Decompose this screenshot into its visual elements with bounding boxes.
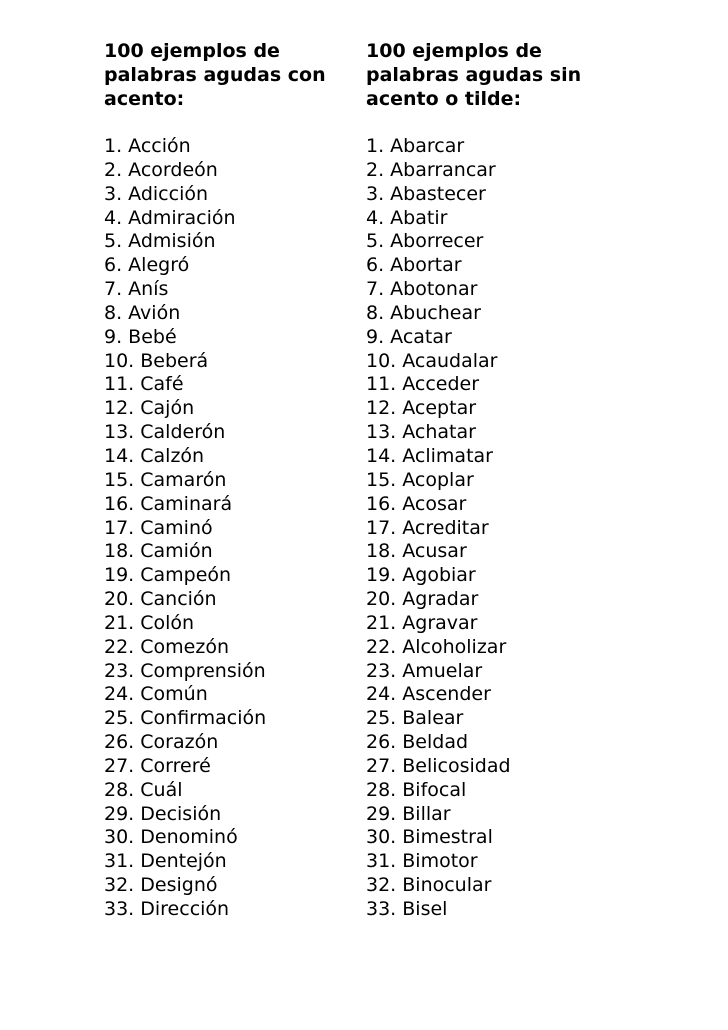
- list-item: 29. Decisión: [104, 802, 222, 825]
- list-item: 25. Balear: [366, 707, 464, 730]
- list-item: 19. Campeón: [104, 564, 232, 587]
- list-item: 27. Correré: [104, 754, 211, 777]
- list-item: 2. Acordeón: [104, 158, 218, 181]
- list-item: 20. Canción: [104, 588, 217, 611]
- list-item: 1. Acción: [104, 135, 191, 157]
- list-item: 8. Abuchear: [366, 301, 481, 324]
- list-item: 16. Caminará: [104, 492, 233, 515]
- list-item: 14. Aclimatar: [366, 444, 493, 467]
- list-item: 22. Comezón: [104, 635, 229, 658]
- list-item: 31. Dentejón: [104, 850, 227, 873]
- list-item: 30. Denominó: [104, 826, 238, 849]
- list-item: 10. Beberá: [104, 349, 209, 372]
- heading-line: 100 ejemplos de: [104, 40, 280, 62]
- list-item: 9. Bebé: [104, 325, 177, 348]
- list-item: 27. Belicosidad: [366, 754, 511, 777]
- list-item: 26. Corazón: [104, 731, 219, 754]
- list-item: 2. Abarrancar: [366, 158, 496, 181]
- list-item: 11. Café: [104, 373, 184, 396]
- list-item: 10. Acaudalar: [366, 349, 498, 372]
- list-item: 17. Acreditar: [366, 516, 489, 539]
- list-item: 11. Acceder: [366, 373, 480, 396]
- list-item: 13. Achatar: [366, 421, 476, 444]
- list-item: 16. Acosar: [366, 492, 467, 515]
- list-item: 23. Amuelar: [366, 659, 483, 682]
- list-item: 26. Beldad: [366, 731, 469, 754]
- column-agudas-con-acento: [104, 39, 354, 922]
- list-item: 12. Cajón: [104, 397, 195, 420]
- heading-line: palabras agudas sin: [366, 64, 582, 86]
- heading-line: 100 ejemplos de: [366, 40, 542, 62]
- list-item: 12. Aceptar: [366, 397, 477, 420]
- list-item: 15. Acoplar: [366, 468, 474, 491]
- list-item: 5. Admisión: [104, 230, 216, 253]
- heading-agudas-con-acento: [104, 39, 354, 135]
- list-item: 4. Abatir: [366, 206, 448, 229]
- list-item: 7. Anís: [104, 278, 169, 301]
- list-item: 8. Avión: [104, 301, 181, 324]
- column-agudas-sin-acento: [366, 39, 616, 922]
- list-item: 28. Cuál: [104, 778, 183, 801]
- heading-line: acento o tilde:: [366, 88, 522, 110]
- heading-agudas-sin-acento: [366, 39, 616, 135]
- list-item: 29. Billar: [366, 802, 451, 825]
- list-item: 5. Aborrecer: [366, 230, 484, 253]
- list-item: 24. Común: [104, 683, 208, 706]
- list-item: 32. Designó: [104, 874, 218, 897]
- word-list-con-acento: [104, 135, 354, 922]
- list-item: 6. Abortar: [366, 254, 462, 277]
- list-item: 13. Calderón: [104, 421, 226, 444]
- list-item: 18. Camión: [104, 540, 213, 563]
- list-item: 19. Agobiar: [366, 564, 476, 587]
- list-item: 30. Bimestral: [366, 826, 493, 849]
- word-list-sin-acento: [366, 135, 616, 922]
- list-item: 1. Abarcar: [366, 135, 465, 157]
- list-item: 31. Bimotor: [366, 850, 478, 873]
- list-item: 15. Camarón: [104, 468, 227, 491]
- list-item: 7. Abotonar: [366, 278, 478, 301]
- heading-line: acento:: [104, 88, 185, 110]
- list-item: 24. Ascender: [366, 683, 491, 706]
- list-item: 25. Confirmación: [104, 707, 267, 730]
- list-item: 4. Admiración: [104, 206, 236, 229]
- list-item: 3. Abastecer: [366, 182, 486, 205]
- list-item: 3. Adicción: [104, 182, 209, 205]
- list-item: 33. Bisel: [366, 898, 448, 920]
- list-item: 20. Agradar: [366, 588, 479, 611]
- list-item: 14. Calzón: [104, 444, 205, 467]
- list-item: 32. Binocular: [366, 874, 492, 897]
- list-item: 21. Colón: [104, 611, 195, 634]
- list-item: 33. Dirección: [104, 898, 230, 920]
- list-item: 23. Comprensión: [104, 659, 266, 682]
- list-item: 28. Bifocal: [366, 778, 467, 801]
- list-item: 22. Alcoholizar: [366, 635, 507, 658]
- heading-line: palabras agudas con: [104, 64, 326, 86]
- list-item: 21. Agravar: [366, 611, 478, 634]
- list-item: 9. Acatar: [366, 325, 452, 348]
- list-item: 18. Acusar: [366, 540, 467, 563]
- list-item: 6. Alegró: [104, 254, 190, 277]
- list-item: 17. Caminó: [104, 516, 213, 539]
